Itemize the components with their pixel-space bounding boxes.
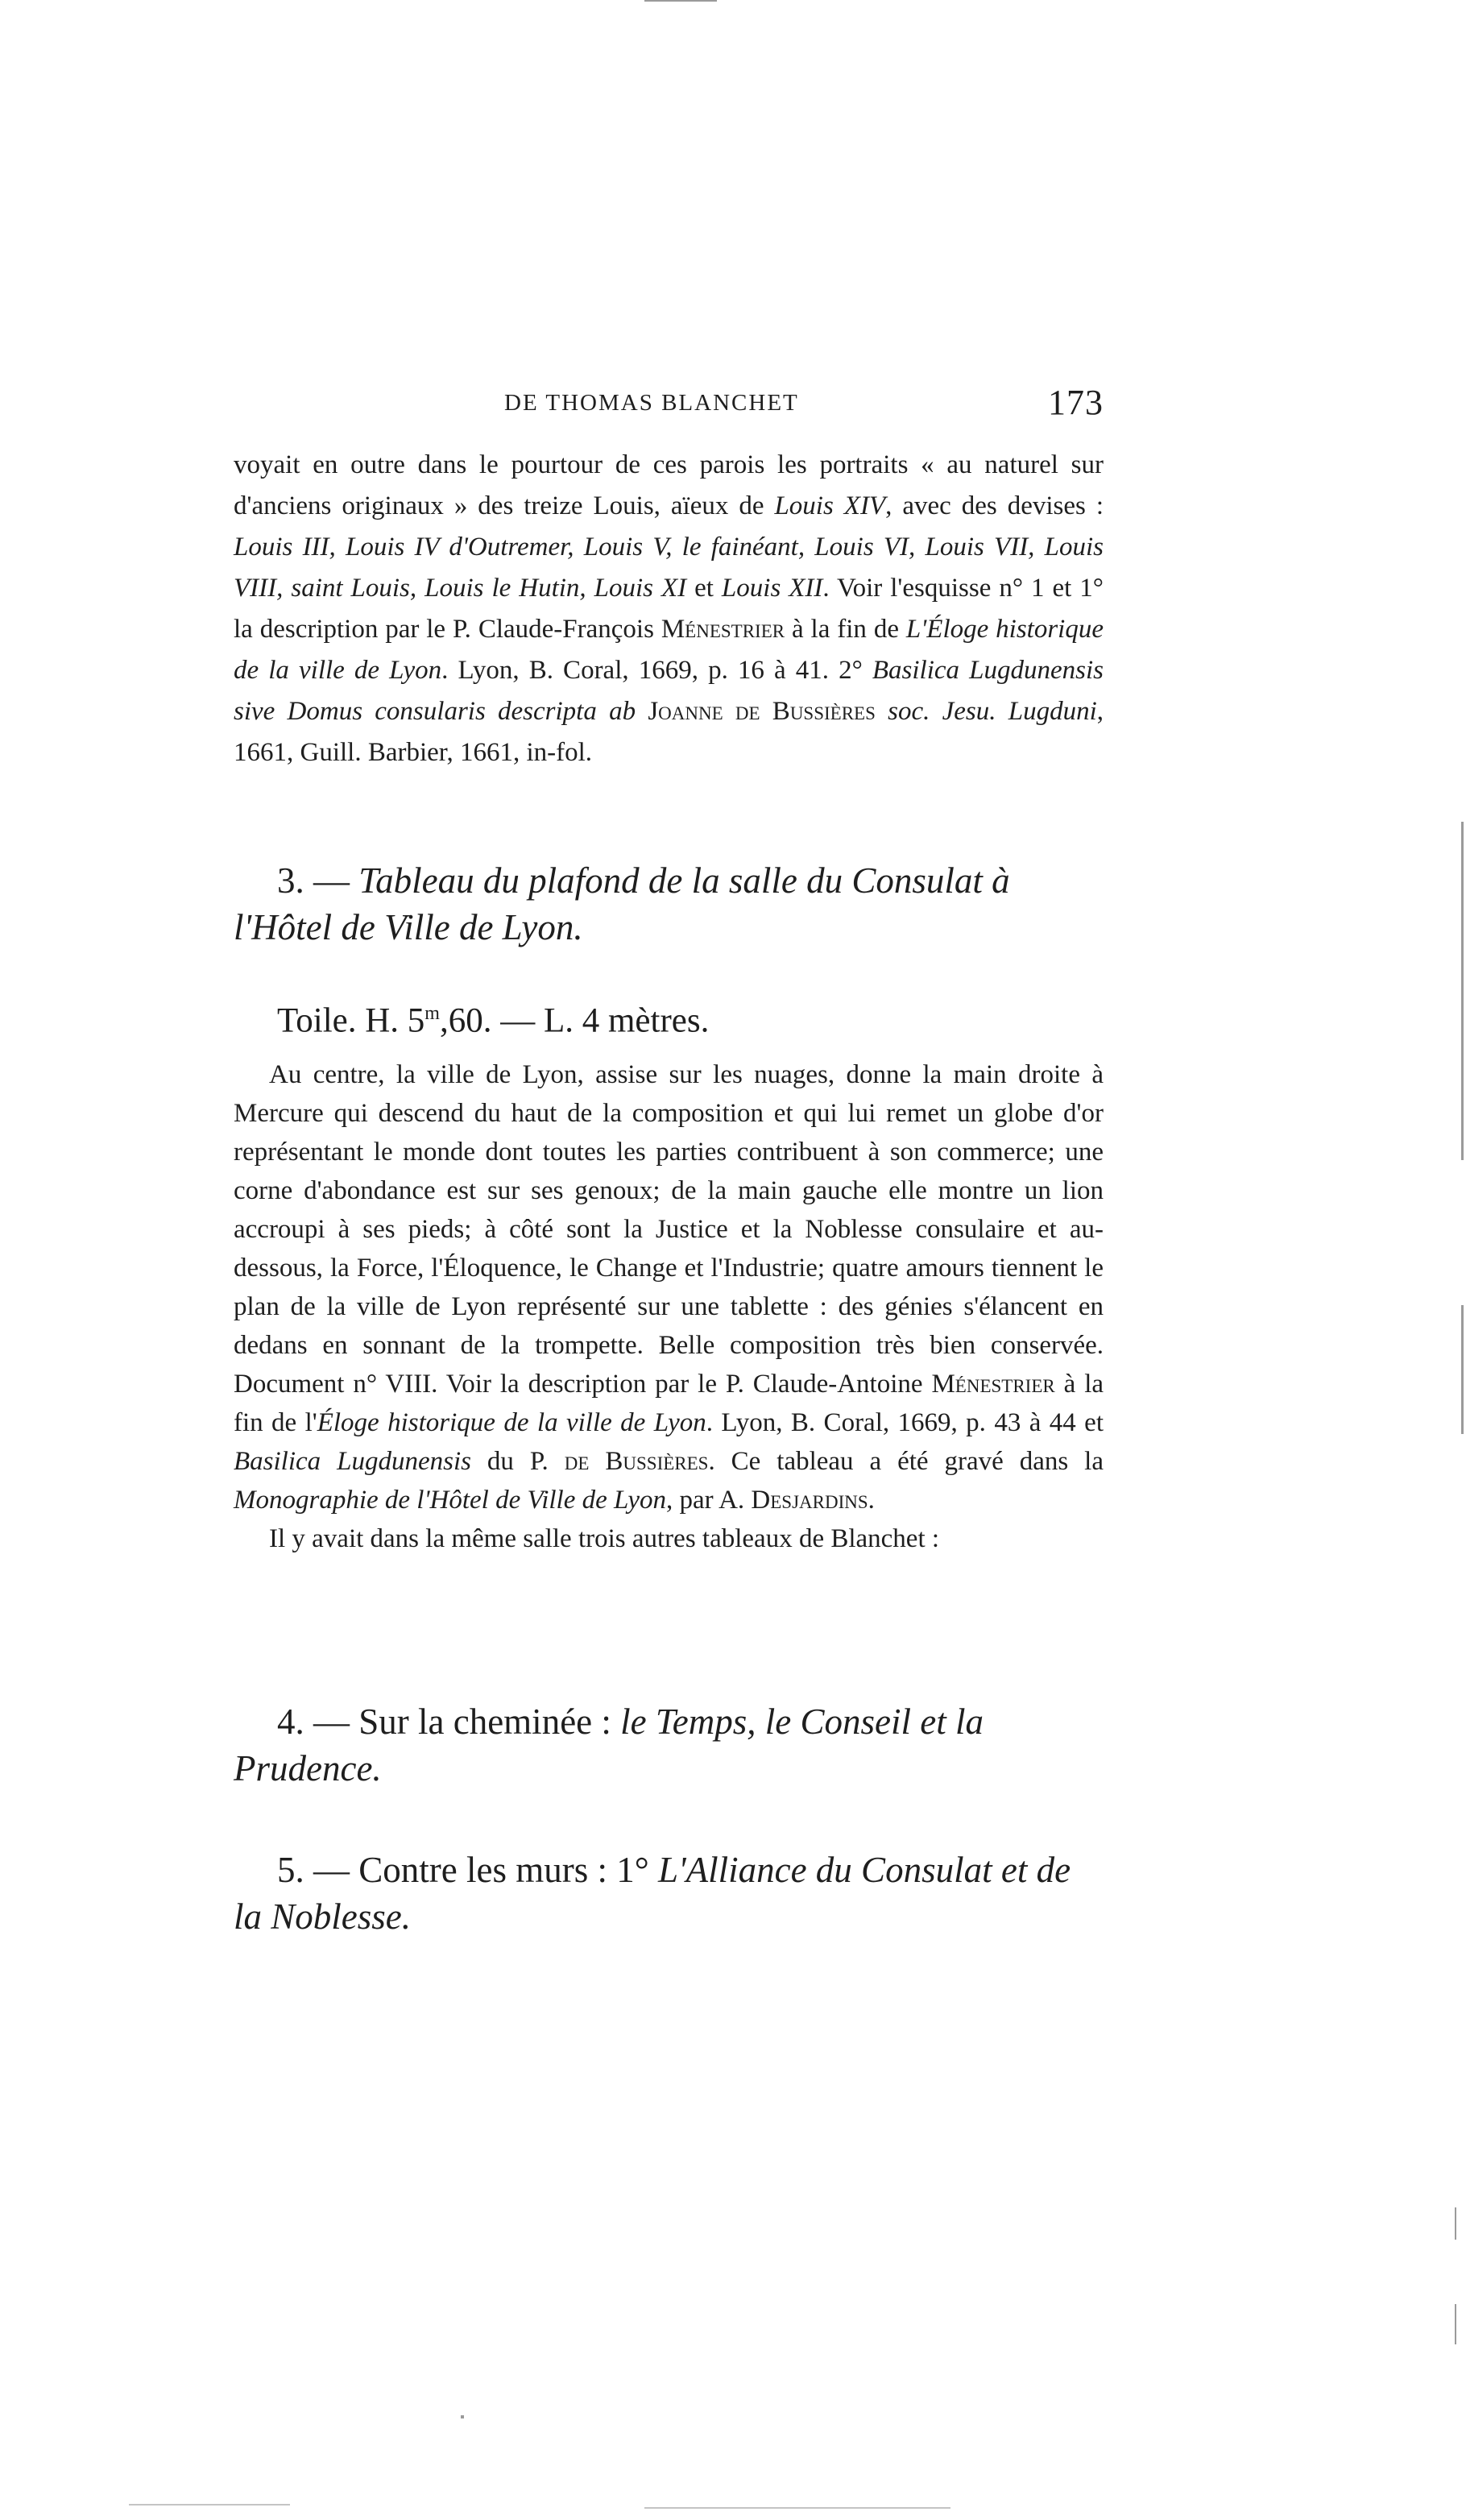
description-paragraph-block <box>234 1055 1104 1558</box>
running-title: DE THOMAS BLANCHET <box>504 390 799 416</box>
scan-speck <box>461 2415 464 2418</box>
scan-edge-mark <box>1455 2207 1456 2240</box>
scan-edge-mark <box>1461 1305 1464 1434</box>
item-5-heading: 5. — Contre les murs : 1° L'Alliance du Consulat et de la Noblesse. <box>234 1850 1071 1937</box>
item-4-heading: 4. — Sur la cheminée : le Temps, le Conseil et la Prudence. <box>234 1701 984 1788</box>
description-paragraph: Au centre, la ville de Lyon, assise sur les nuages, donne la main droite à Mercure qui descend du haut de la composition et qui lui remet un globe d'or représentant le monde dont toutes les parties contribuent à son commerce; une corne d'abondance est sur ses genoux; de la main gauche elle montre un lion accroupi à ses pieds; à côté sont la Justice et la Noblesse consulaire et au-dessous, la Force, l'Éloquence, le Change et l'Industrie; quatre amours tiennent le plan de la ville de Lyon représenté sur une tablette : des génies s'élancent en dedans en sonnant de la trompette. Belle composition très bien conservée. Document n° VIII. Voir la description par le P. Claude-Antoine Ménestrier à la fin de l'Éloge historique de la ville de Lyon. Lyon, B. Coral, 1669, p. 43 à 44 et Basilica Lugdunensis du P. de Bussières. Ce tableau a été gravé dans la Monographie de l'Hôtel de Ville de Lyon, par A. Desjardins. <box>234 1060 1104 1515</box>
item-4-block <box>234 1698 1104 1792</box>
scan-edge-mark <box>129 2504 290 2505</box>
item-5-block <box>234 1846 1104 1940</box>
scan-edge-mark <box>644 2507 950 2509</box>
page-number: 173 <box>1048 383 1104 422</box>
item-3-dimensions: Toile. H. 5$^m$,60. — L. 4 mètres. <box>277 1001 710 1040</box>
other-paintings-note: Il y avait dans la même salle trois autres tableaux de Blanchet : <box>269 1524 940 1553</box>
item-3-heading: 3. — Tableau du plafond de la salle du Consulat à l'Hôtel de Ville de Lyon. <box>234 860 1010 947</box>
scan-edge-mark <box>644 0 717 2</box>
running-head <box>234 382 1104 430</box>
intro-paragraph: voyait en outre dans le pourtour de ces parois les portraits « au naturel sur d'anciens originaux » des treize Louis, aïeux de Louis XIV, avec des devises : Louis III, Louis IV d'Outremer, Louis V, le fainéant, Louis VI, Louis VII, Louis VIII, saint Louis, Louis le Hutin, Louis XI et Louis XII. Voir l'esquisse n° 1 et 1° la description par le P. Claude-François Ménestrier à la fin de L'Éloge historique de la ville de Lyon. Lyon, B. Coral, 1669, p. 16 à 41. 2° Basilica Lugdunensis sive Domus consularis descripta ab Joanne de Bussières soc. Jesu. Lugduni, 1661, Guill. Barbier, 1661, in-fol. <box>234 450 1104 767</box>
intro-paragraph-block <box>234 445 1104 773</box>
scan-edge-mark <box>1461 822 1464 1160</box>
scan-edge-mark <box>1455 2304 1456 2344</box>
item-3-block <box>234 857 1104 1043</box>
